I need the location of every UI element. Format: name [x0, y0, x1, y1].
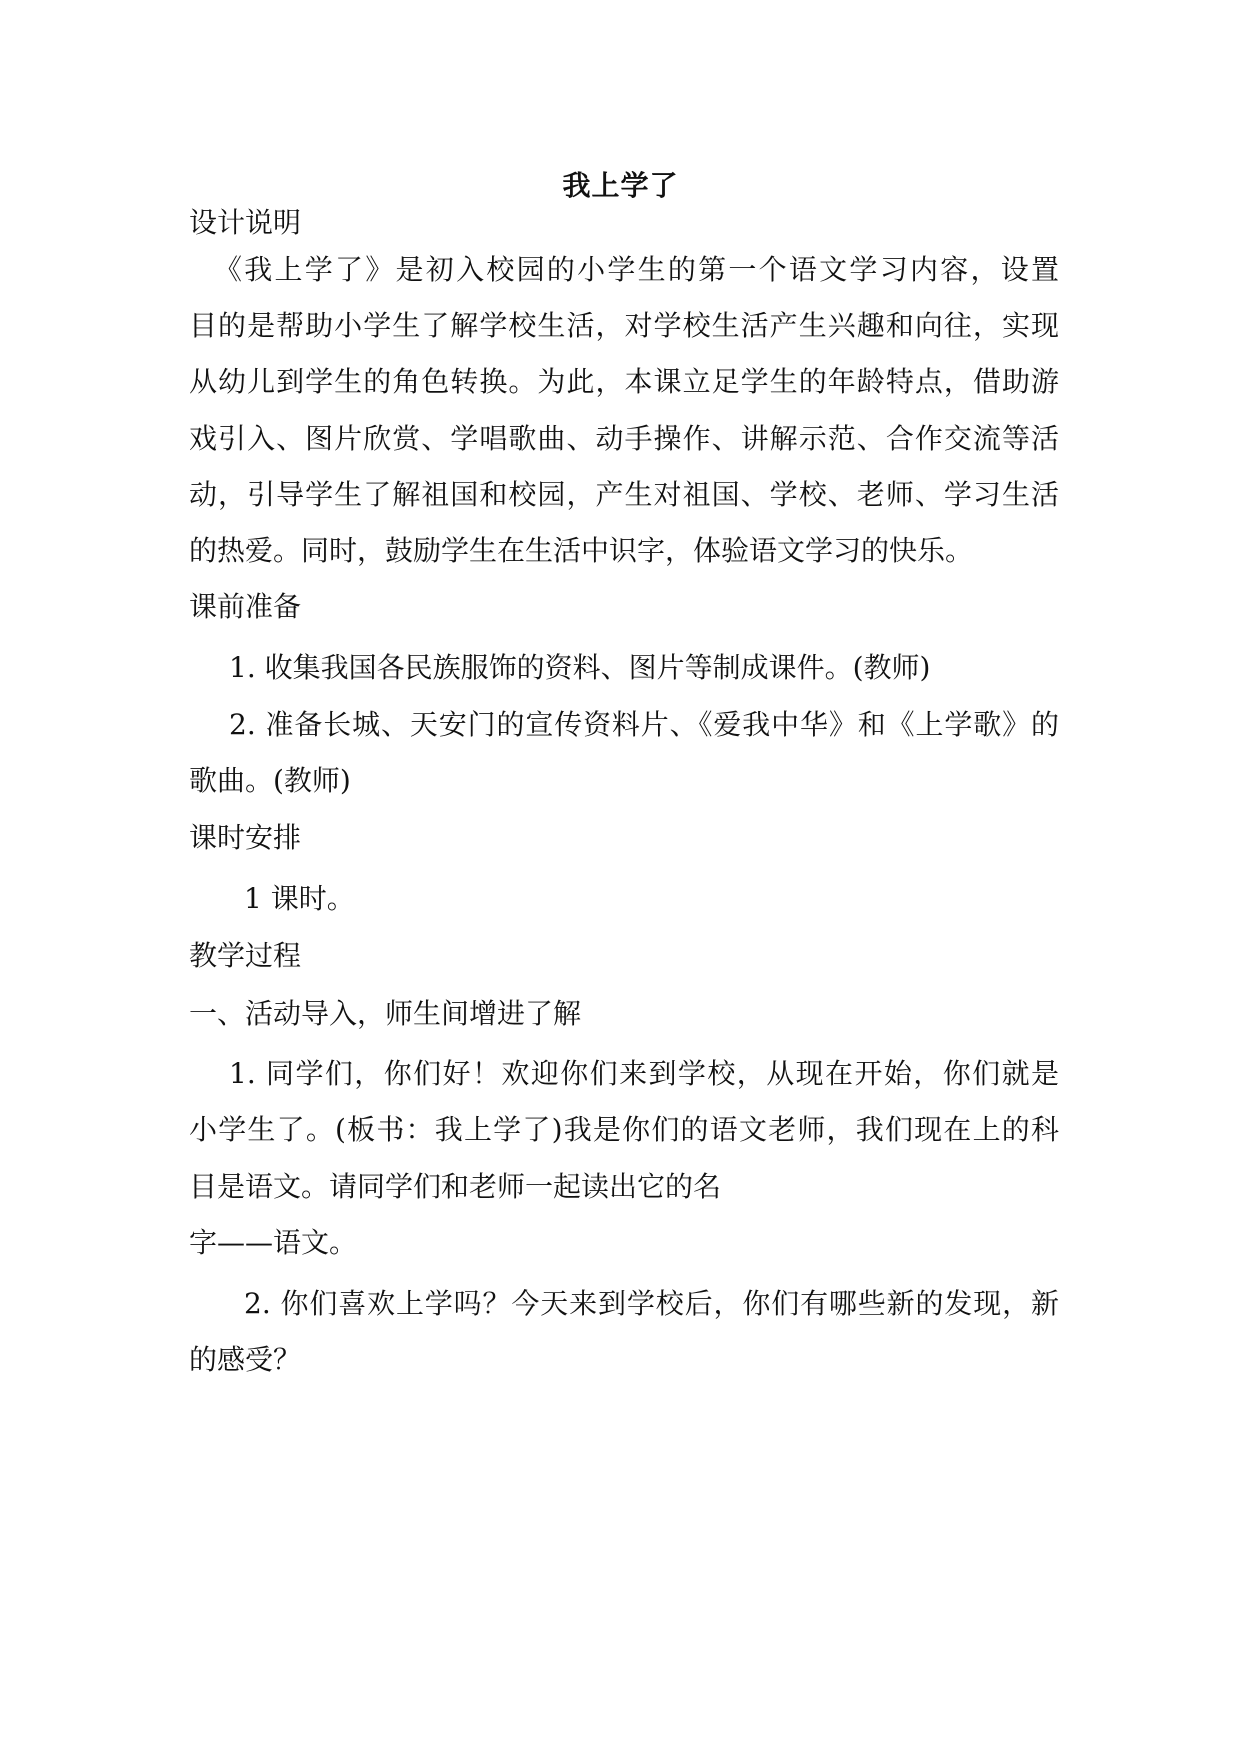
paragraph-line: 目的是帮助小学生了解学校生活，对学校生活产生兴趣和向往，实现	[189, 309, 1059, 342]
paragraph-line: 的热爱。同时，鼓励学生在生活中识字，体验语文学习的快乐。	[189, 534, 974, 567]
list-item: 2. 准备长城、天安门的宣传资料片、《爱我中华》和《上学歌》的	[229, 708, 1059, 741]
schedule-text: 1 课时。	[244, 882, 355, 915]
section-heading-schedule: 课时安排	[189, 821, 302, 854]
list-item: 1. 收集我国各民族服饰的资料、图片等制成课件。(教师)	[229, 651, 931, 684]
step-heading: 一、活动导入，师生间增进了解	[189, 997, 582, 1030]
document-title: 我上学了	[562, 169, 679, 202]
list-item-continuation: 歌曲。(教师)	[189, 764, 351, 797]
paragraph-line: 小学生了。(板书：我上学了)我是你们的语文老师，我们现在上的科	[189, 1113, 1059, 1146]
paragraph-line: 字——语文。	[189, 1226, 358, 1259]
paragraph-line: 《我上学了》是初入校园的小学生的第一个语文学习内容，设置	[214, 253, 1059, 286]
paragraph-line: 动，引导学生了解祖国和校园，产生对祖国、学校、老师、学习生活	[189, 478, 1059, 511]
paragraph-line: 目是语文。请同学们和老师一起读出它的名	[189, 1170, 722, 1203]
paragraph-line: 的感受？	[189, 1343, 302, 1376]
section-heading-process: 教学过程	[189, 939, 302, 972]
paragraph-line: 戏引入、图片欣赏、学唱歌曲、动手操作、讲解示范、合作交流等活	[189, 422, 1059, 455]
section-heading-design: 设计说明	[189, 206, 302, 239]
paragraph-line: 从幼儿到学生的角色转换。为此，本课立足学生的年龄特点，借助游	[189, 365, 1059, 398]
paragraph-line: 1. 同学们，你们好！欢迎你们来到学校，从现在开始，你们就是	[229, 1057, 1059, 1090]
paragraph-line: 2. 你们喜欢上学吗？今天来到学校后，你们有哪些新的发现，新	[244, 1287, 1059, 1320]
section-heading-prep: 课前准备	[189, 590, 302, 623]
